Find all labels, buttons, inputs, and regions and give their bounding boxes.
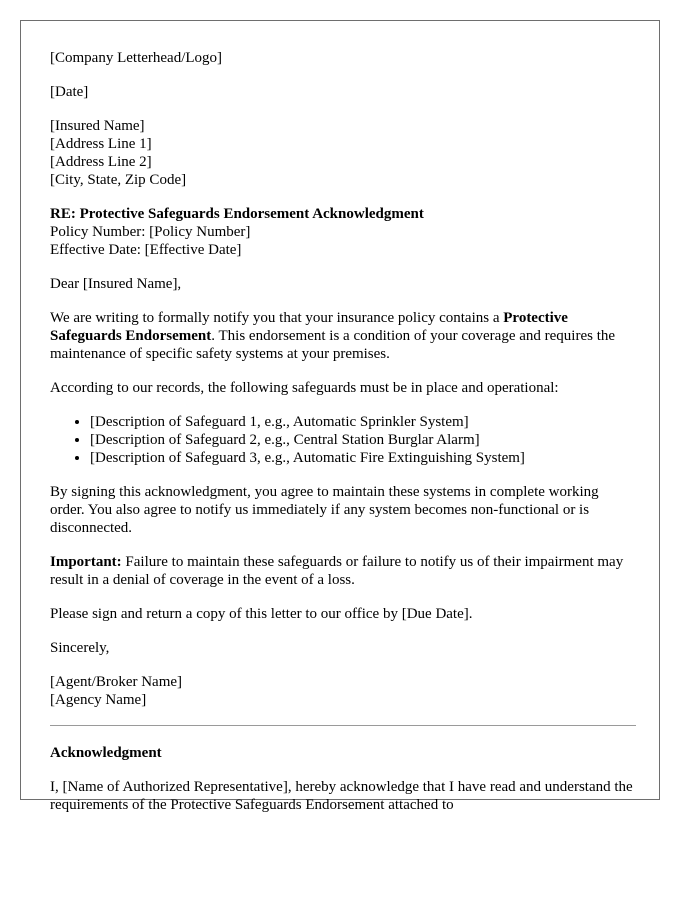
letter-content [50, 49, 636, 830]
recipient-address-line-1: [Address Line 1] [50, 136, 152, 152]
safeguard-item: • [Description of Safeguard 1, e.g., Automatic Sprinkler System] [90, 413, 636, 431]
important-paragraph [50, 553, 636, 589]
important-label: Important: [50, 554, 122, 570]
section-divider [50, 725, 636, 726]
endorsement-name: Protective Safeguards Endorsement [50, 310, 568, 344]
recipient-address-line-2: [Address Line 2] [50, 154, 152, 170]
salutation: Dear [Insured Name], [50, 276, 182, 292]
recipient-city-state-zip: [City, State, Zip Code] [50, 172, 187, 188]
recipient-address [50, 117, 636, 189]
policy-number: Policy Number: [Policy Number] [50, 224, 251, 240]
letter-page [20, 20, 660, 813]
return-request: Please sign and return a copy of this letter to our office by [Due Date]. [50, 606, 473, 622]
re-block [50, 205, 636, 259]
intro-paragraph [50, 309, 636, 363]
effective-date: Effective Date: [Effective Date] [50, 242, 242, 258]
important-text: Failure to maintain these safeguards or failure to notify us of their impairment may result in a denial of coverage in the event of a loss. [50, 554, 624, 588]
records-sentence: According to our records, the following safeguards must be in place and operational: [50, 380, 559, 396]
closing: Sincerely, [50, 640, 110, 656]
intro-text-after: . This endorsement is a condition of your coverage and requires the maintenance of specific safety systems at your premises. [50, 328, 616, 362]
company-letterhead: [Company Letterhead/Logo] [50, 50, 223, 66]
agent-name: [Agent/Broker Name] [50, 674, 183, 690]
safeguard-item: • [Description of Safeguard 3, e.g., Automatic Fire Extinguishing System] [90, 449, 636, 467]
re-subject: RE: Protective Safeguards Endorsement Acknowledgment [50, 206, 424, 222]
letter-date: [Date] [50, 84, 89, 100]
safeguards-list [50, 413, 636, 467]
intro-text-before: We are writing to formally notify you that your insurance policy contains a [50, 310, 504, 326]
recipient-name: [Insured Name] [50, 118, 145, 134]
acknowledgment-heading: Acknowledgment [50, 745, 162, 761]
agreement-paragraph: By signing this acknowledgment, you agree to maintain these systems in complete working order. You also agree to notify us immediately if any system becomes non-functional or is disconnected. [50, 484, 599, 536]
agency-name: [Agency Name] [50, 692, 147, 708]
acknowledgment-text: I, [Name of Authorized Representative], hereby acknowledge that I have read and understand the requirements of the Protective Safeguards Endorsement attached to [50, 779, 633, 813]
safeguard-item: • [Description of Safeguard 2, e.g., Central Station Burglar Alarm] [90, 431, 636, 449]
signature-block [50, 673, 636, 709]
